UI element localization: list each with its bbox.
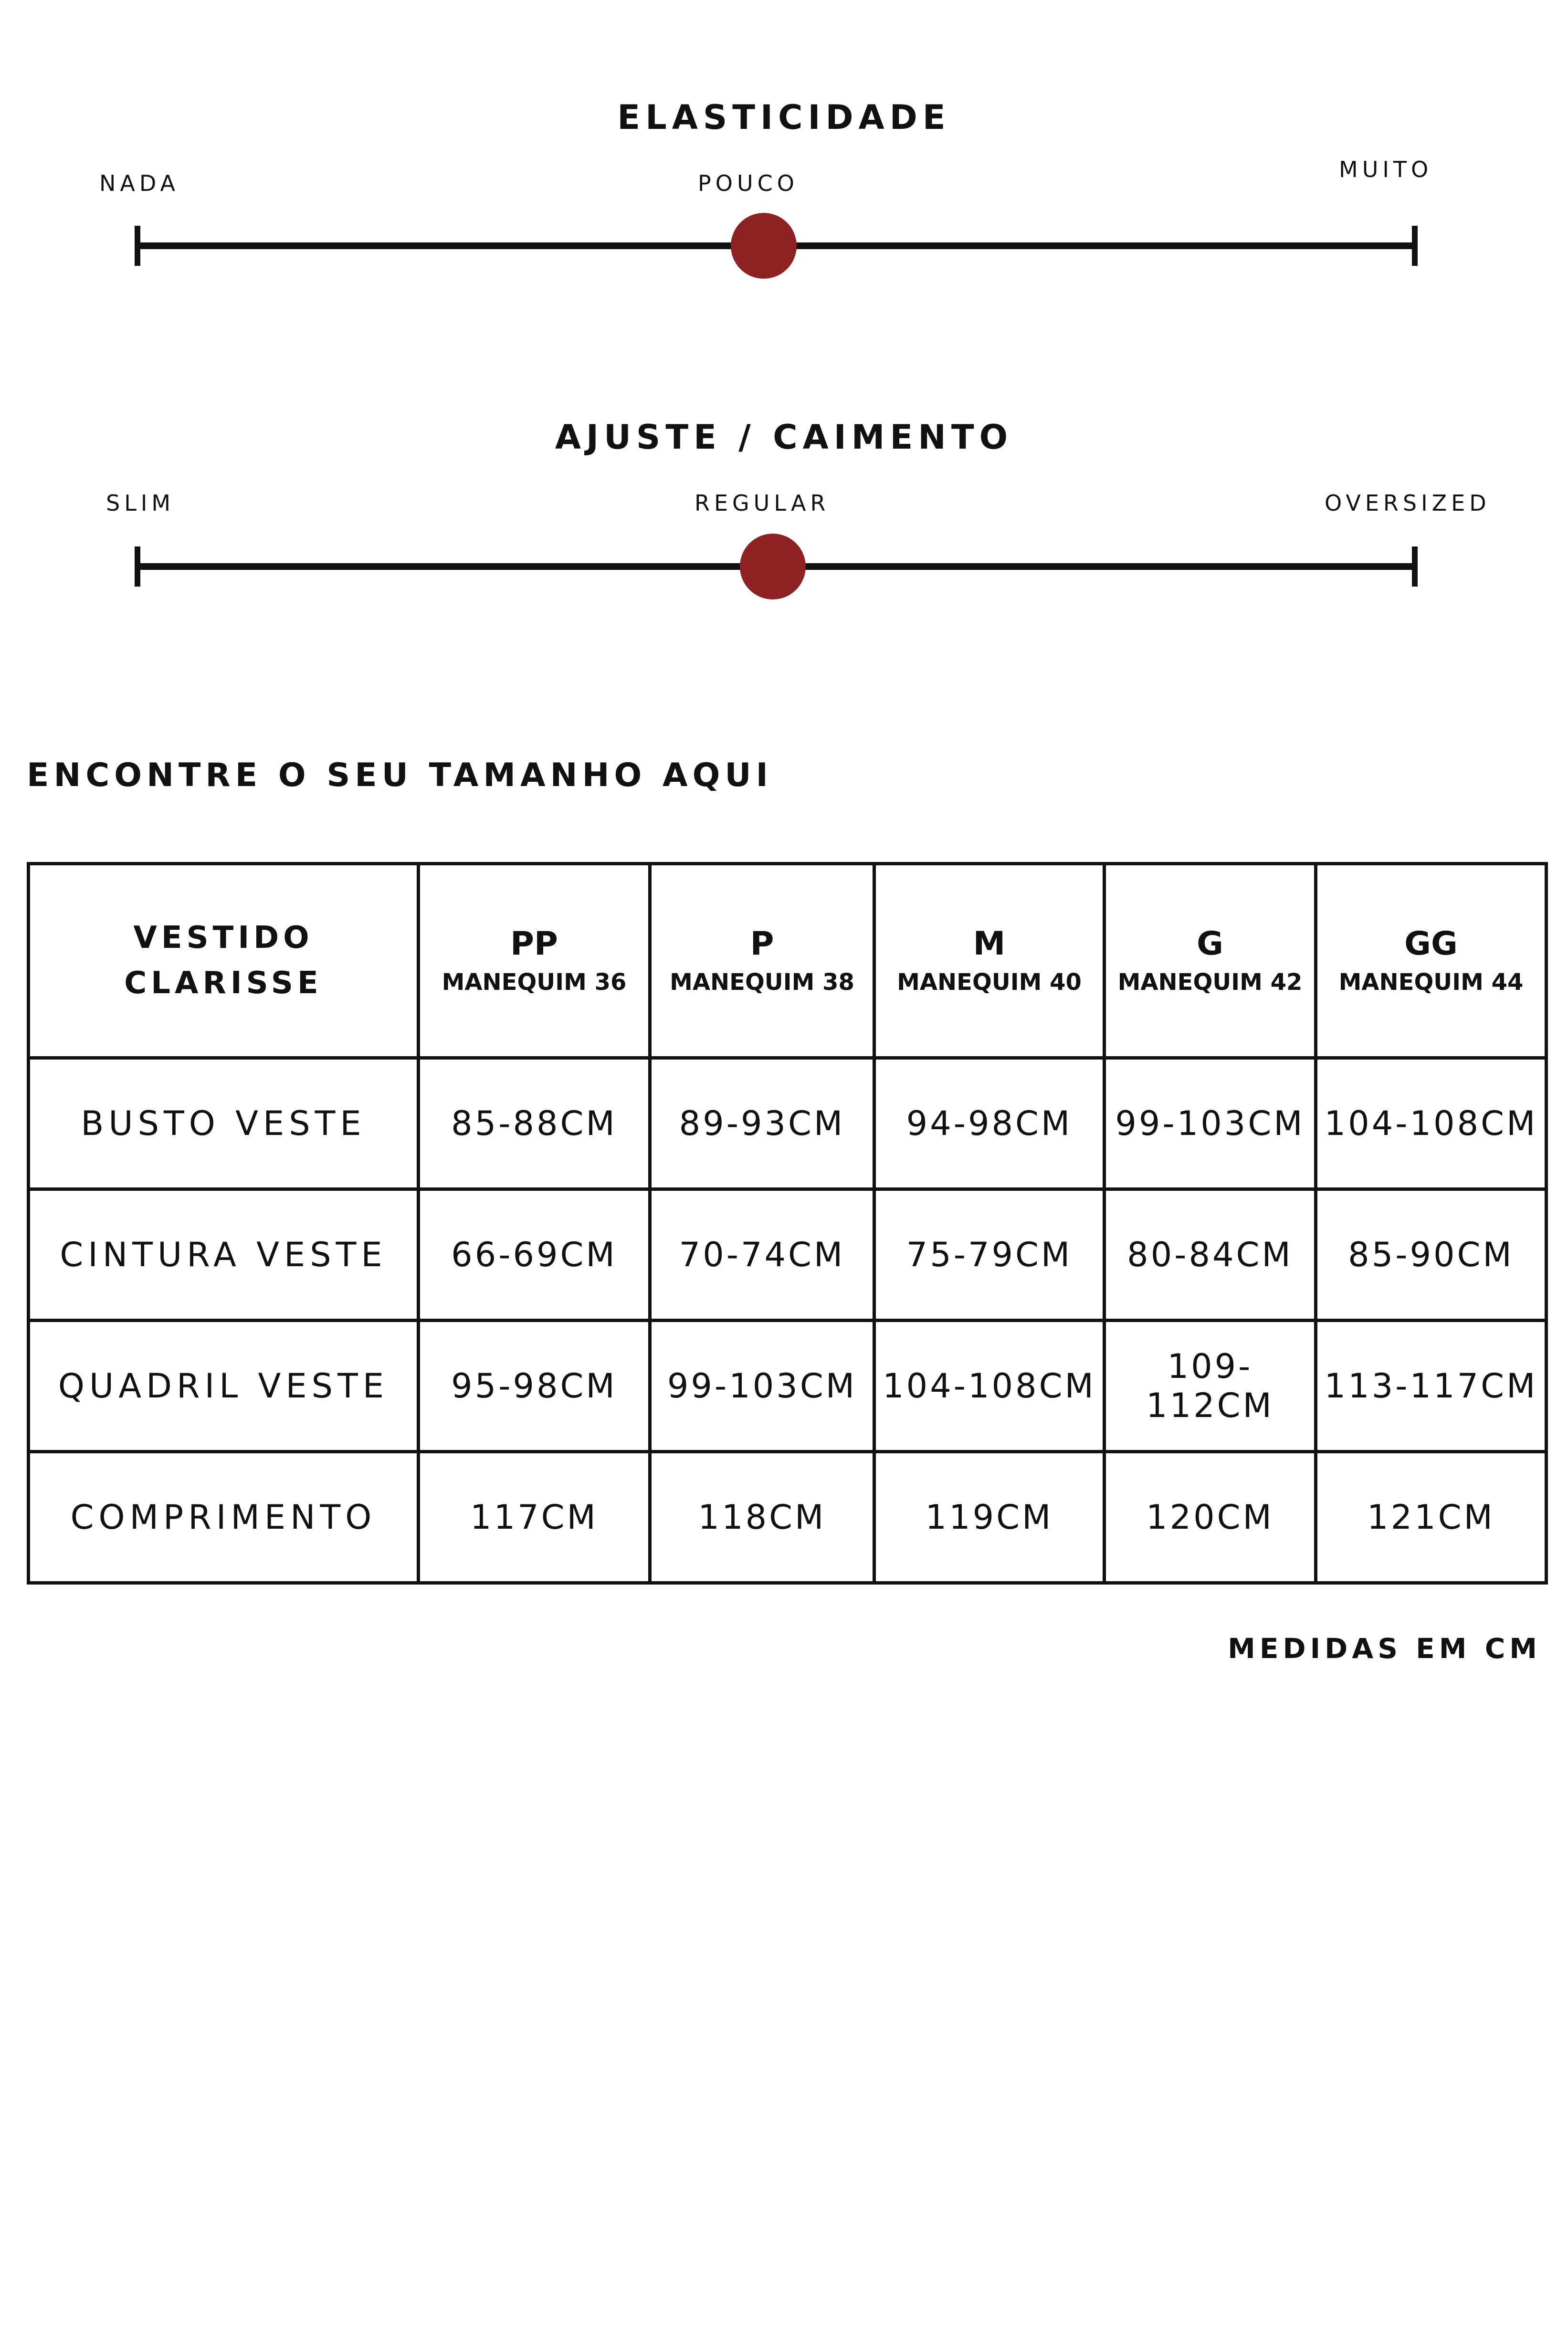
- measure-cell: 85-88CM: [419, 1058, 650, 1189]
- measure-cell: 89-93CM: [650, 1058, 874, 1189]
- size-code: GG: [1404, 925, 1458, 963]
- measure-cell: 113-117CM: [1316, 1321, 1547, 1452]
- size-column-pp: [419, 864, 650, 1058]
- fit-scale-end-tick: [1412, 546, 1418, 587]
- measure-cell: 119CM: [874, 1452, 1105, 1583]
- table-row-quadril: [29, 1321, 1547, 1452]
- measure-cell: 109-112CM: [1105, 1321, 1316, 1452]
- fit-scale-start-tick: [135, 546, 140, 587]
- row-label: CINTURA VESTE: [29, 1189, 419, 1321]
- measure-cell: 80-84CM: [1105, 1189, 1316, 1321]
- elasticity-scale-end-tick: [1412, 226, 1418, 266]
- measure-cell: 95-98CM: [419, 1321, 650, 1452]
- row-label: BUSTO VESTE: [29, 1058, 419, 1189]
- measure-cell: 104-108CM: [1316, 1058, 1547, 1189]
- measure-cell: 85-90CM: [1316, 1189, 1547, 1321]
- measure-cell: 104-108CM: [874, 1321, 1105, 1452]
- fit-label-left: SLIM: [106, 490, 175, 516]
- elasticity-label-left: NADA: [99, 170, 179, 196]
- measurement-unit-note: MEDIDAS EM CM: [1228, 1632, 1541, 1665]
- size-column-g: [1105, 864, 1316, 1058]
- elasticity-indicator[interactable]: [731, 213, 797, 279]
- row-label: QUADRIL VESTE: [29, 1321, 419, 1452]
- product-name-line2: CLARISSE: [124, 966, 323, 1001]
- elasticity-title: ELASTICIDADE: [617, 98, 951, 137]
- elasticity-scale-start-tick: [135, 226, 140, 266]
- measure-cell: 99-103CM: [1105, 1058, 1316, 1189]
- size-section-title: ENCONTRE O SEU TAMANHO AQUI: [27, 756, 773, 794]
- size-mannequin: MANEQUIM 42: [1117, 969, 1303, 996]
- measure-cell: 70-74CM: [650, 1189, 874, 1321]
- measure-cell: 121CM: [1316, 1452, 1547, 1583]
- size-mannequin: MANEQUIM 38: [670, 969, 854, 996]
- size-code: P: [750, 925, 774, 963]
- size-column-p: [650, 864, 874, 1058]
- size-code: M: [973, 925, 1006, 963]
- row-label: COMPRIMENTO: [29, 1452, 419, 1583]
- measure-cell: 94-98CM: [874, 1058, 1105, 1189]
- product-name-cell: [29, 864, 419, 1058]
- fit-indicator[interactable]: [740, 534, 806, 599]
- table-row-cintura: [29, 1189, 1547, 1321]
- measure-cell: 117CM: [419, 1452, 650, 1583]
- size-column-gg: [1316, 864, 1547, 1058]
- size-table: [27, 862, 1548, 1585]
- size-mannequin: MANEQUIM 40: [897, 969, 1082, 996]
- size-mannequin: MANEQUIM 36: [442, 969, 627, 996]
- fit-title: AJUSTE / CAIMENTO: [555, 418, 1013, 457]
- size-code: G: [1197, 925, 1223, 963]
- measure-cell: 66-69CM: [419, 1189, 650, 1321]
- size-column-m: [874, 864, 1105, 1058]
- measure-cell: 118CM: [650, 1452, 874, 1583]
- table-row-busto: [29, 1058, 1547, 1189]
- size-mannequin: MANEQUIM 44: [1338, 969, 1524, 996]
- fit-label-right: OVERSIZED: [1325, 490, 1491, 516]
- size-code: PP: [510, 925, 558, 963]
- measure-cell: 75-79CM: [874, 1189, 1105, 1321]
- measure-cell: 99-103CM: [650, 1321, 874, 1452]
- elasticity-label-right: MUITO: [1339, 157, 1433, 182]
- measure-cell: 120CM: [1105, 1452, 1316, 1583]
- size-table-header-row: [29, 864, 1547, 1058]
- elasticity-label-middle: POUCO: [698, 170, 799, 196]
- table-row-comprimento: [29, 1452, 1547, 1583]
- fit-label-middle: REGULAR: [695, 490, 830, 516]
- product-name-line1: VESTIDO: [133, 920, 314, 956]
